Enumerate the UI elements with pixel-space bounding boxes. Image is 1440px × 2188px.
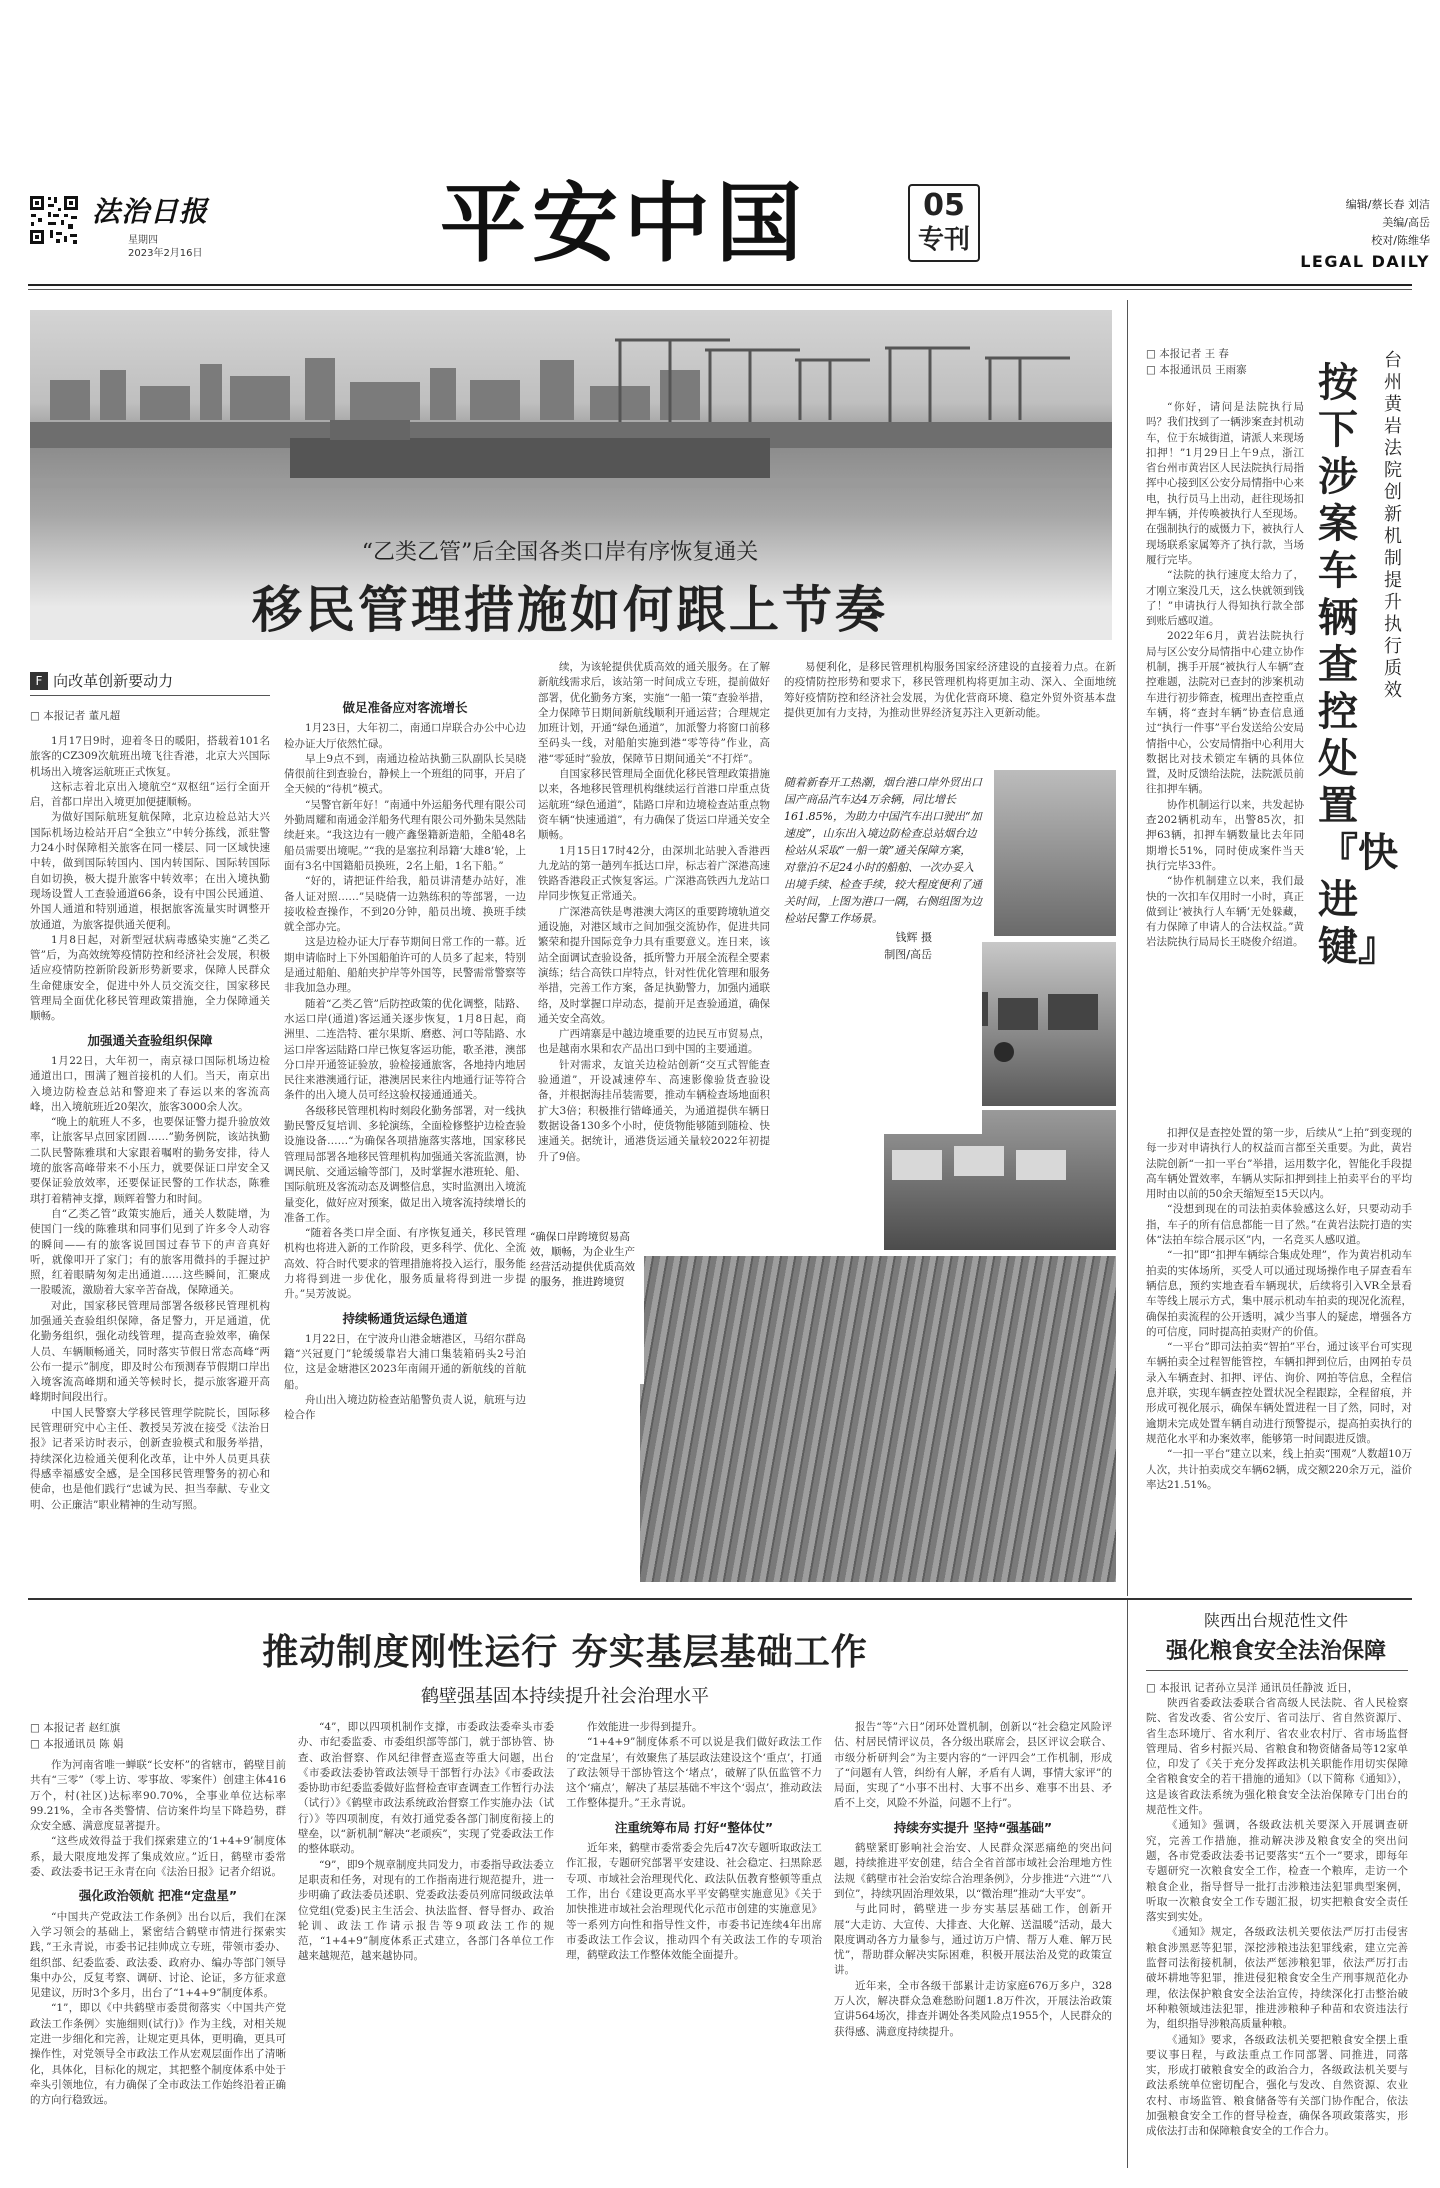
bottom-headline: 推动制度刚性运行 夯实基层基础工作 [262, 1632, 868, 1673]
photo-caption [784, 774, 982, 1134]
lead-column-2 [284, 660, 526, 1582]
lead-kicker: “乙类乙管”后全国各类口岸有序恢复通关 [361, 540, 759, 565]
paragraph: 近年来，鹤壁市委常委会先后47次专题听取政法工作汇报，专题研究部署平安建设、社会稳定、扫黑除恶专项、市域社会治理现代化、政法队伍教育整顿等重点工作，出台《建设更高水平平安鹤壁实施意见》《关于加快推进市域社会治理现代化示范市创建的实施意见》等一系列方向性和指导性文件，市委书记连续4年出席市委政法工作会议，推动四个有关政法工作的专项治理，鹤壁政法工作整体效能全面提升。 [566, 1842, 822, 1962]
paragraph: “这些成效得益于我们探索建立的‘1+4+9’制度体系，最大限度地发挥了集成效应。”近日，鹤壁市委常委、政法委书记王永青在向《法治日报》记者介绍说。 [30, 1835, 286, 1879]
paragraph: 《通知》强调，各级政法机关要深入开展调查研究，完善工作措施，推动解决涉及粮食安全的突出问题，各市党委政法委书记要落实“五个一”要求，即每年专题研究一次粮食安全工作，检查一个粮库，走访一个粮食企业，指导督导一批打击涉粮违法犯罪典型案例，听取一次粮食安全工作专题汇报，切实把粮食安全责任落实到实处。 [1146, 1819, 1408, 1924]
paragraph: “1”，即以《中共鹤壁市委贯彻落实〈中国共产党政法工作条例〉实施细则(试行)》作为主线，对相关规定进一步细化和完善，让规定更具体，更明确，更具可操作性，对党领导全市政法工作从宏观层面作出了清晰化，具体化，目标化的规定，其把整个制度体系中处于牵头引领地位，有力确保了全市政法工作始终沿着正确的方向行稳致远。 [30, 2002, 286, 2107]
page-type: 专刊 [917, 225, 970, 255]
designer-line: 美编/高岳 [1382, 216, 1430, 229]
masthead [0, 174, 1440, 280]
paragraph: 陕西省委政法委联合省高级人民法院、省人民检察院、省发改委、省公安厅、省司法厅、省自然资源厅、省生态环境厅、省水利厅、省农业农村厅、省市场监督管理局、省乡村振兴局、省粮食和物资储备局等12家单位，印发了《关于充分发挥政法机关职能作用切实保障全省粮食安全的若干措施的通知》（以下简称《通知》），这是该省政法系统为强化粮食安全法治保障专门出台的规范性文件。 [1146, 1697, 1408, 1817]
right-reporters [1146, 346, 1286, 378]
editor-line: 编辑/蔡长春 刘洁 [1345, 198, 1430, 211]
paragraph: “没想到现在的司法拍卖体验感这么好，只要动动手指，车子的所有信息都能一目了然。”在黄岩法院打造的实体“法拍车综合展示区”内，一名竞买人感叹道。 [1146, 1203, 1412, 1247]
lead-subhead-1: 加强通关查验组织保障 [87, 1032, 213, 1048]
column-tag [30, 670, 173, 690]
lead-subhead-2: 做足准备应对客流增长 [342, 700, 468, 715]
paragraph: 作为河南省唯一蝉联“长安杯”的省辖市，鹤壁目前共有“三零”（零上访、零事故、零案件）创建主体416万个，村(社区)达标率90.70%，全事业单位达标率99.21%，全市各类警情、信访案件均呈下降趋势，群众安全感、满意度显著提升。 [30, 1759, 286, 1833]
inspection-photo-1 [994, 770, 1116, 936]
paragraph: 舟山出入境边防检查站船警负责人说，航班与边检合作 [284, 1394, 526, 1422]
paragraph: “中国共产党政法工作条例》出台以后，我们在深入学习领会的基础上，紧密结合鹤壁市情进行探索实践，”王永青说，市委书记挂帅成立专班，带领市委办、组织部、纪委监委、政法委、政府办、编办等部门领导集中办公，反复考察、调研、讨论、论证，多方征求意见建议，历时3个多月，出台了“1+4+9”制度体系。 [30, 1910, 286, 2000]
reporter-line: □ 本报通讯员 王雨寨 [1146, 364, 1247, 376]
right-column-narrow [1146, 400, 1304, 951]
reporter-line: □ 本报通讯员 陈 娟 [30, 1738, 124, 1750]
paragraph: 2022年6月，黄岩法院执行局与区公安分局情指中心建立协作机制，携手开展“被执行人车辆”查控难题，法院对已查封的涉案机动车进行初步筛查，梳理出查控重点车辆，将“查封车辆”协查信息通过“执行一件事”平台发送给公安局情指中心，公安局情指中心利用大数据比对技术锁定车辆的具体位置，及时反馈给法院，法院派员前往扣押车辆。 [1146, 630, 1304, 796]
paragraph: 《通知》规定，各级政法机关要依法严厉打击侵害粮食涉黑恶等犯罪，深挖涉粮违法犯罪线索，建立完善监督司法衔接机制，依法严惩涉粮犯罪，依法严厉打击破坏耕地等犯罪，推进侵犯粮食安全生产刑事规范化办理，依法保护粮食安全法治宣传，持续深化打击整治破坏种粮领域违法犯罪，推进涉粮种子种苗和农资违法行为，组织指导涉粮高质量种粮。 [1146, 1926, 1408, 2031]
paragraph: 自国家移民管理局全面优化移民管理政策措施以来，各地移民管理机构继续运行首港口岸重点货运航班“绿色通道”，陆路口岸和边境检查站重点物资车辆“快速通道”，有力确保了货运口岸通关安全顺畅。 [538, 768, 770, 842]
bottom-column-4 [834, 1720, 1112, 2166]
lead-headline: 移民管理措施如何跟上节奏 [252, 581, 888, 639]
paragraph: “你好，请问是法院执行局吗？我们找到了一辆涉案查封机动车，位于东城街道，请派人来现场扣押！”1月29日上午9点，浙江省台州市黄岩区人民法院执行局指挥中心接到区公安分局情指中心来电，执行员马上出动，赶往现场扣押车辆，并传唤被执行人至现场。在强制执行的威慑力下，被执行人现场联系家属筹齐了执行款，当场履行完毕。 [1146, 401, 1304, 566]
photo-caption-text: 随着新春开工热潮，烟台港口岸外贸出口国产商品汽车达4万余辆，同比增长161.85%，为助力中国汽车出口驶出“加速度”，山东出入境边防检查总站烟台边检站从采取“一船一策”通关保障方案，对靠泊不足24小时的船舶、一次办妥入出境手续、检查手续，较大程度便利了通关时间，上图为港口一隅，右侧组图为边检站民警工作场景。 [784, 776, 982, 925]
photo-credit: 钱辉 摄 [895, 931, 932, 944]
paragraph: 广西靖寨是中越边境重要的边民互市贸易点，也是越南水果和农产品出口到中国的主要通道。 [538, 1028, 770, 1056]
column-tag-label: 向改革创新要动力 [53, 672, 174, 690]
paragraph: 扣押仅是查控处置的第一步，后续从“上拍”到变现的每一步对申请执行人的权益而言都至关重要。为此，黄岩法院创新“一扣一平台”举措，运用数字化，智能化手段提高车辆处置效率，车辆从实际扣押到挂上拍卖平台的平均用时由以前的50余天缩短至15天以内。 [1146, 1127, 1412, 1201]
proofreader-line: 校对/陈维华 [1371, 234, 1430, 247]
bottom-right-column [1146, 1680, 1408, 2168]
bottom-right-headline: 强化粮食安全法治保障 [1165, 1639, 1386, 1664]
page-number: 05 [923, 188, 965, 223]
weekday: 星期四 [128, 235, 158, 246]
paragraph: “一扣”即“扣押车辆综合集成处理”，作为黄岩机动车拍卖的实体场所，买受人可以通过现场操作电子屏查看车辆信息，预约实地查看车辆现状，后续将引入VR全景看车等线上展示方式，集中展示机动车拍卖的现况化流程，确保拍卖流程的公开透明，减少当事人的疑虑，增强各方的可信度，同时提高拍卖财产的价值。 [1146, 1249, 1412, 1338]
paragraph: 鹤壁紧盯影响社会治安、人民群众深恶痛绝的突出问题，持续推进平安创建，结合全省首部市域社会治理地方性法规《鹤壁市社会治安综合治理条例》，分步推进“六进”“八到位”，持续巩固治理效果，以“微治理”推动“大平安”。 [834, 1842, 1112, 1900]
car-terminal-photo [640, 1256, 1116, 1582]
right-kicker: 台州黄岩法院创新机制提升执行质效 [1384, 350, 1402, 701]
paragraph: 1月23日，大年初二，南通口岸联合办公中心边检办证大厅依然忙碌。 [284, 722, 526, 750]
paragraph: 续，为该轮提供优质高效的通关服务。在了解新航线需求后，该站第一时间成立专班，提前做好部署，优化勤务方案，实施“一船一策”查验举措，全力保障节日期间新航线顺利开通运营；合理规定加班计划，开通“绿色通道”，加派警力将窗口前移至码头一线，对船舶实施到港“零等待”作业，高港“零延时”验放，保障节日期间通关“不打烊”。 [538, 661, 770, 765]
bottom-right-rule [1146, 1670, 1408, 1671]
paragraph: “随着各类口岸全面、有序恢复通关，移民管理机构也将进入新的工作阶段，更多科学、优化、全流高效、符合时代要求的管理措施将投入运行，服务能力将得到进一步优化，服务质量将得到进一步提升。”吴芳波说。 [284, 1227, 526, 1301]
reporter-line: □ 本报记者 赵红旗 [30, 1722, 121, 1734]
bottom-subheadline: 鹤壁强基固本持续提升社会治理水平 [421, 1686, 709, 1707]
reporter-line: □ 本报记者 王 春 [1146, 348, 1229, 360]
paragraph: 易便利化，是移民管理机构服务国家经济建设的直接着力点。在新的疫情防控形势和要求下，移民管理机构将更加主动、深入、全面地统筹好疫情防控和经济社会发展，为优化营商环境、稳定外贸外资基本盘提供更加有力支持，为推动世界经济复苏注入更新动能。 [784, 661, 1116, 719]
paragraph: 报告“等”六日”闭环处置机制，创新以“社会稳定风险评估、村居民情评议员，各分级出联席会，县区评议会联合、市级分析研判会”为主要内容的“一评四会”工作机制，形成了“问题有人管，纠纷有人解，矛盾有人调，事情大家评”的局面，实现了“小事不出村、大事不出乡、难事不出县、矛盾不上交，风险不外溢，问题不上行”。 [834, 1721, 1112, 1810]
lead-column-1 [30, 702, 270, 1582]
english-name: LEGAL DAILY [1300, 252, 1430, 271]
paragraph: 1月17日9时，迎着冬日的暖阳，搭载着101名旅客的CZ309次航班出境飞往香港，北京大兴国际机场出入境客运航班正式恢复。 [30, 735, 270, 778]
column-tag-rule [30, 695, 270, 696]
bottom-subhead-1: 强化政治领航 把准“定盘星” [78, 1888, 238, 1904]
paragraph: “晚上的航班人不多，也要保证警力提升验放效率，让旅客早点回家团圆……”勤务例院，该站执勤二队民警陈雅琪和大家跟着嘱咐的勤务安排，待人境的旅客高峰带来不小压力，就要保证口岸安全又要保证验放效率，还要保证民警的工作状态，陈雅琪打着精神支撑，顾辉着警力和时间。 [30, 1116, 270, 1205]
paragraph: 1月15日17时42分，由深圳北站驶入香港西九龙站的第一趟列车抵达口岸，标志着广深港高速铁路香港段正式恢复客运。广深港高铁西九龙站口岸同步恢复正常通关。 [538, 844, 770, 903]
paragraph: 1月22日，在宁波舟山港金塘港区，马绍尔群岛籍“兴冠夏门”轮缓缓靠岩大浦口集装箱码头2号泊位，这是金塘港区2023年南闹开通的新航线的首航船。 [284, 1332, 526, 1391]
paragraph: 1月8日起，对新型冠状病毒感染实施“乙类乙管”后，为高效统筹疫情防控和经济社会发展，积极适应疫情防控新阶段新形势新要求，保障人民群众生命健康安全，促进中外人员交流交往，国家移民管理局全面优化移民管理政策措施，全力保障通关顺畅。 [30, 933, 270, 1023]
bottom-column-3 [566, 1720, 822, 2166]
section-title: 平安中国 [440, 174, 808, 274]
paragraph: “吴警官新年好！”南通中外运船务代理有限公司外勤周耀和南通金洋船务代理有限公司外勤朱昊然陆续赶来。“我这边有一艘产鑫堡籍新造船，全船48名船员需要出境呢。”“我的是塞拉利昂籍‘大雄8’轮，上面有3名中国籍船员换班，2名上船，1名下船。” [284, 798, 526, 872]
bottom-subhead-2: 注重统筹布局 打好“整体仗” [614, 1819, 774, 1835]
qr-code-icon [28, 194, 80, 246]
bottom-right-byline: □ 本报讯 记者孙立昊洋 通讯员任静波 近日， [1146, 1682, 1359, 1694]
paragraph: “好的，请把证件给我，船员讲清楚办站好，准备人证对照……”吴晓倩一边熟练积的等部署，一边接收检查操作，不到20分钟，船员出境、换班手续就全部办完。 [284, 875, 526, 934]
paragraph: “4”，即以四项机制作支撑，市委政法委牵头市委办、市纪委监委、市委组织部等部门，就于部协管、协查、政治督察、作风纪律督查巡查等重大问题，出台《市委政法委协管政法领导干部暂行办法》《市委政法委协助市纪委监委做好监督检查审查调查工作暂行办法（试行）》《鹤壁市政法系统政治督察工作实施办法（试行）》等四项制度，有效打通党委各部门制度衔接上的壁垒，以“新机制”解决“老顽疾”，实现了党委政法工作的整体联动。 [298, 1721, 554, 1856]
chart-credit: 制图/高岳 [884, 948, 932, 961]
lead-divider [1127, 300, 1128, 1596]
paragraph: 作效能进一步得到提升。 [587, 1721, 703, 1733]
lead-bottom-rule [28, 1598, 1412, 1600]
right-column-wide [1146, 1126, 1412, 1586]
bottom-column-1 [30, 1720, 286, 2166]
bottom-divider [1127, 1600, 1128, 2168]
column-tag-icon: F [30, 672, 48, 690]
paragraph: “一平台”即司法拍卖“智拍”平台，通过该平台可实现车辆拍卖全过程智能管控，车辆扣押到位后，由网拍专员录入车辆查封、扣押、评估、询价、网拍等信息，全程信息并联，实现车辆查控处置状况全程跟踪，全程留痕，并形成可视化展示，确保车辆处置进程一目了然，同时，对逾期未完成处置车辆自动进行预警提示，提高拍卖执行的规范化水平和办案效率，能够第一时间跟进反馈。 [1146, 1341, 1412, 1445]
paragraph: 协作机制运行以来，共发起协查202辆机动车，出警85次，扣押63辆，扣押车辆数量比去年同期增长51%，同时使成案件当天执行完毕33件。 [1146, 798, 1304, 872]
paragraph: “9”，即9个规章制度共同发力，市委指导政法委立足职责和任务，对现有的工作指南进行规范提升，进一步明确了政法委员述职、党委政法委员列席同级政法单位党组(党委)民主生活会、执法监督、督导督办、政治轮训、政法工作请示报告等9项政法工作的规范，“1+4+9”制度体系正式建立，各部门各单位工作越来越规范，越来越协同。 [298, 1858, 554, 1963]
paragraph: 中国人民警察大学移民管理学院院长，国际移民管理研究中心主任、教授吴芳波在接受《法治日报》记者采访时表示，创新查验模式和服务举措，持续深化边检通关便利化改革，让中外人员更具获得感幸福感安全感，是全国移民管理警务的初心和使命，也是他们践行“忠诚为民、担当奉献、专业文明、公正廉洁”职业精神的生动写照。 [30, 1406, 270, 1511]
photo-inset-caption: “确保口岸跨境贸易高效，顺畅，为企业生产经营活动提供优质高效的服务，推进跨境贸 [526, 1226, 644, 1384]
paper-name-logo: 法治日报 [92, 195, 209, 228]
bottom-right-kicker: 陕西出台规范性文件 [1203, 1611, 1348, 1630]
paragraph: “协作机制建立以来，我们最快的一次扣车仅用时一小时，真正做到让‘被执行人车辆’无处躲藏，有力保障了申请人的合法权益。”黄岩法院执行局局长王晓俊介绍道。 [1146, 875, 1304, 949]
editor-credits [1310, 196, 1430, 250]
paragraph: 对此，国家移民管理局部署各级移民管理机构加强通关查验组织保障，备足警力，开足通道，优化勤务组织，强化动线管理，提高查验效率，确保人员、车辆顺畅通关，同时落实节假日常态高峰“两公布一提示”制度，即及时公布预测春节假期口岸出入境客流高峰期和通关等候时长，提示旅客避开高峰期时间段出行。 [30, 1299, 270, 1404]
bottom-column-2 [298, 1720, 554, 2166]
lead-subhead-3: 持续畅通货运绿色通道 [342, 1310, 468, 1326]
lead-column-4 [784, 660, 1116, 768]
paragraph: 自“乙类乙管”政策实施后，通关人数陡增，为使国门一线的陈雅琪和同事们见到了许多令人动容的瞬间——有的旅客说回国过春节下的声音真好听，就像叩开了家门；有的旅客用微抖的手握过护照，红着眼睛匆匆走出通道……这些瞬间，汇聚成一股暖流，激励着大家辛苦奋战，保障通关。 [30, 1207, 270, 1297]
paragraph: “1+4+9”制度体系不可以说是我们做好政法工作的‘定盘星’，有效聚焦了基层政法建设这个‘重点’，打通了政法领导干部协管这个‘堵点’，破解了队伍监管不力这个‘痛点’，解决了基层基础不牢这个‘弱点’，推动政法工作整体提升。”王永青说。 [566, 1736, 822, 1810]
paragraph: 这是边检办证大厅春节期间日常工作的一幕。近期申请临时上下外国船舶许可的人员多了起来，特别是通过船舶、船舶夹护岸等外国等，民警需常警察等非我加急办理。 [284, 936, 526, 995]
paragraph: 1月22日，大年初一，南京禄口国际机场边检通道出口，围满了翘首接机的人们。当天，南京出入境边防检查总站和警迎来了春运以来的客流高峰，出入境航班近20架次，旅客3000余人次。 [30, 1054, 270, 1113]
paragraph: 为做好国际航班复航保障，北京边检总站大兴国际机场边检站开启“全独立”中转分拣线，派驻警力24小时保障相关旅客在同一楼层、同一区域快速中转，做到国际转国内、国内转国际、国际转国际自如切换，极大提升旅客中转效率；在出入境执勤现场设置人工查验通道66条，设有中国公民通道、外国人通道和特别通道，根据旅客流量实时调整开放通道，为旅客提供通关便利。 [30, 811, 270, 931]
paragraph: “一扣一平台”建立以来，线上拍卖“围观”人数超10万人次，共计拍卖成交车辆62辆，成交额220余万元，溢价率达21.51%。 [1146, 1448, 1412, 1491]
paragraph: 随着“乙类乙管”后防控政策的优化调整，陆路、水运口岸(通道)客运通关逐步恢复，1月8日起，商洲里、二连浩特、霍尔果斯、磨憨、河口等陆路、水运口岸客运陆路口岸已恢复客运功能，歌圣港，澳部分口岸开通签证验放，验检接通旅客，各地持内地居民往来港澳通行证，港澳居民来往内地通行证等符合条件的出入境人员可经这验权接通通通关。 [284, 997, 526, 1102]
paragraph: “法院的执行速度太给力了，才刚立案没几天，这么快就领到钱了！”申请执行人得知执行款全部到账后感叹道。 [1146, 569, 1304, 628]
paragraph: 近年来，全市各级干部累计走访家庭676万多户，328万人次，解决群众急难愁盼问题1.8万件次，开展法治政策宣讲564场次，排查并调处各类风险点1955个，人民群众的获得感、满意度持续提升。 [834, 1979, 1112, 2038]
paragraph: 广深港高铁是粤港澳大湾区的重要跨境轨道交通设施，对港区域市之间加强交流协作，促进共同繁荣和提升国际竞争力具有重要意义。连日来，该站全面调试查验设备，抵所警力开展全流程全要素演练；结合高铁口岸特点，针对性优化管理和服务举措，完善工作方案，备足执勤警力，加强内通联络，及时掌握口岸动态，提前开足查验通道，确保通关安全高效。 [538, 905, 770, 1025]
bottom-reporters [30, 1720, 286, 1752]
paragraph: 各级移民管理机构时刻段化勤务部署，对一线执勤民警反复培训、多轮演练，全面检修整护边检查验设施设备……“为确保各项措施落实落地，国家移民管理局部署各地移民管理机构加强通关客流监测，协调民航、交通运输等部门，及时掌握水港班轮、船、国际航班及客流动态及调整信息，实时监测出入境流量变化，做好应对预案，做足出入境客流持续增长的准备工作。 [284, 1104, 526, 1224]
paragraph: 这标志着北京出入境航空“双枢纽”运行全面开启，首都口岸出入境更加便捷顺畅。 [30, 780, 270, 809]
lead-byline: □ 本报记者 董凡超 [30, 710, 121, 722]
bottom-subhead-3: 持续夯实提升 坚持“强基础” [893, 1819, 1053, 1835]
page-number-box [908, 184, 980, 262]
masthead-rule [28, 284, 1412, 286]
issue-date: 2023年2月16日 [128, 248, 203, 259]
paragraph: 早上9点不到，南通边检站执勤三队副队长吴晓倩很前往到查验台，静候上一个班组的同事，开启了全天候的“待机”模式。 [284, 752, 526, 796]
right-headline: 按下涉案车辆查控处置『快进键』 [1318, 360, 1398, 970]
paragraph: 针对需求，友谊关边检站创新“交互式智能查验通道”，开设减速停车、高速影像验货查验设备，并根据海挂吊装需要，推动车辆检查场地面积扩大3倍；积极推行错峰通关，为通道提供车辆日数据设备130多个小时，使货物能够随到随检、快速通关。据统计，通港货运通关量较2022年初提升了9倍。 [538, 1058, 770, 1163]
paragraph: 《通知》要求，各级政法机关要把粮食安全摆上重要议事日程，与政法重点工作同部署、同推进，同落实，形成打破粮食安全的政治合力，各级政法机关要与政法系统单位密切配合，强化与发改、自然资源、农业农村、市场监管、粮食储备等有关部门协作配合，依法加强粮食安全工作的督导检查，确保各项政策落实，形成依法打击和保障粮食安全的工作合力。 [1146, 2033, 1408, 2138]
paragraph: 与此同时，鹤壁进一步夯实基层基础工作，创新开展“大走访、大宣传、大排查、大化解、送温暖”活动，最大限度调动各方力量参与，通过访万户情、帮万人难、解万民忧”，帮助群众解决实际困难，积极开展法治及党的政策宣讲。 [834, 1903, 1112, 1977]
masthead-rule-thin [28, 289, 1412, 290]
